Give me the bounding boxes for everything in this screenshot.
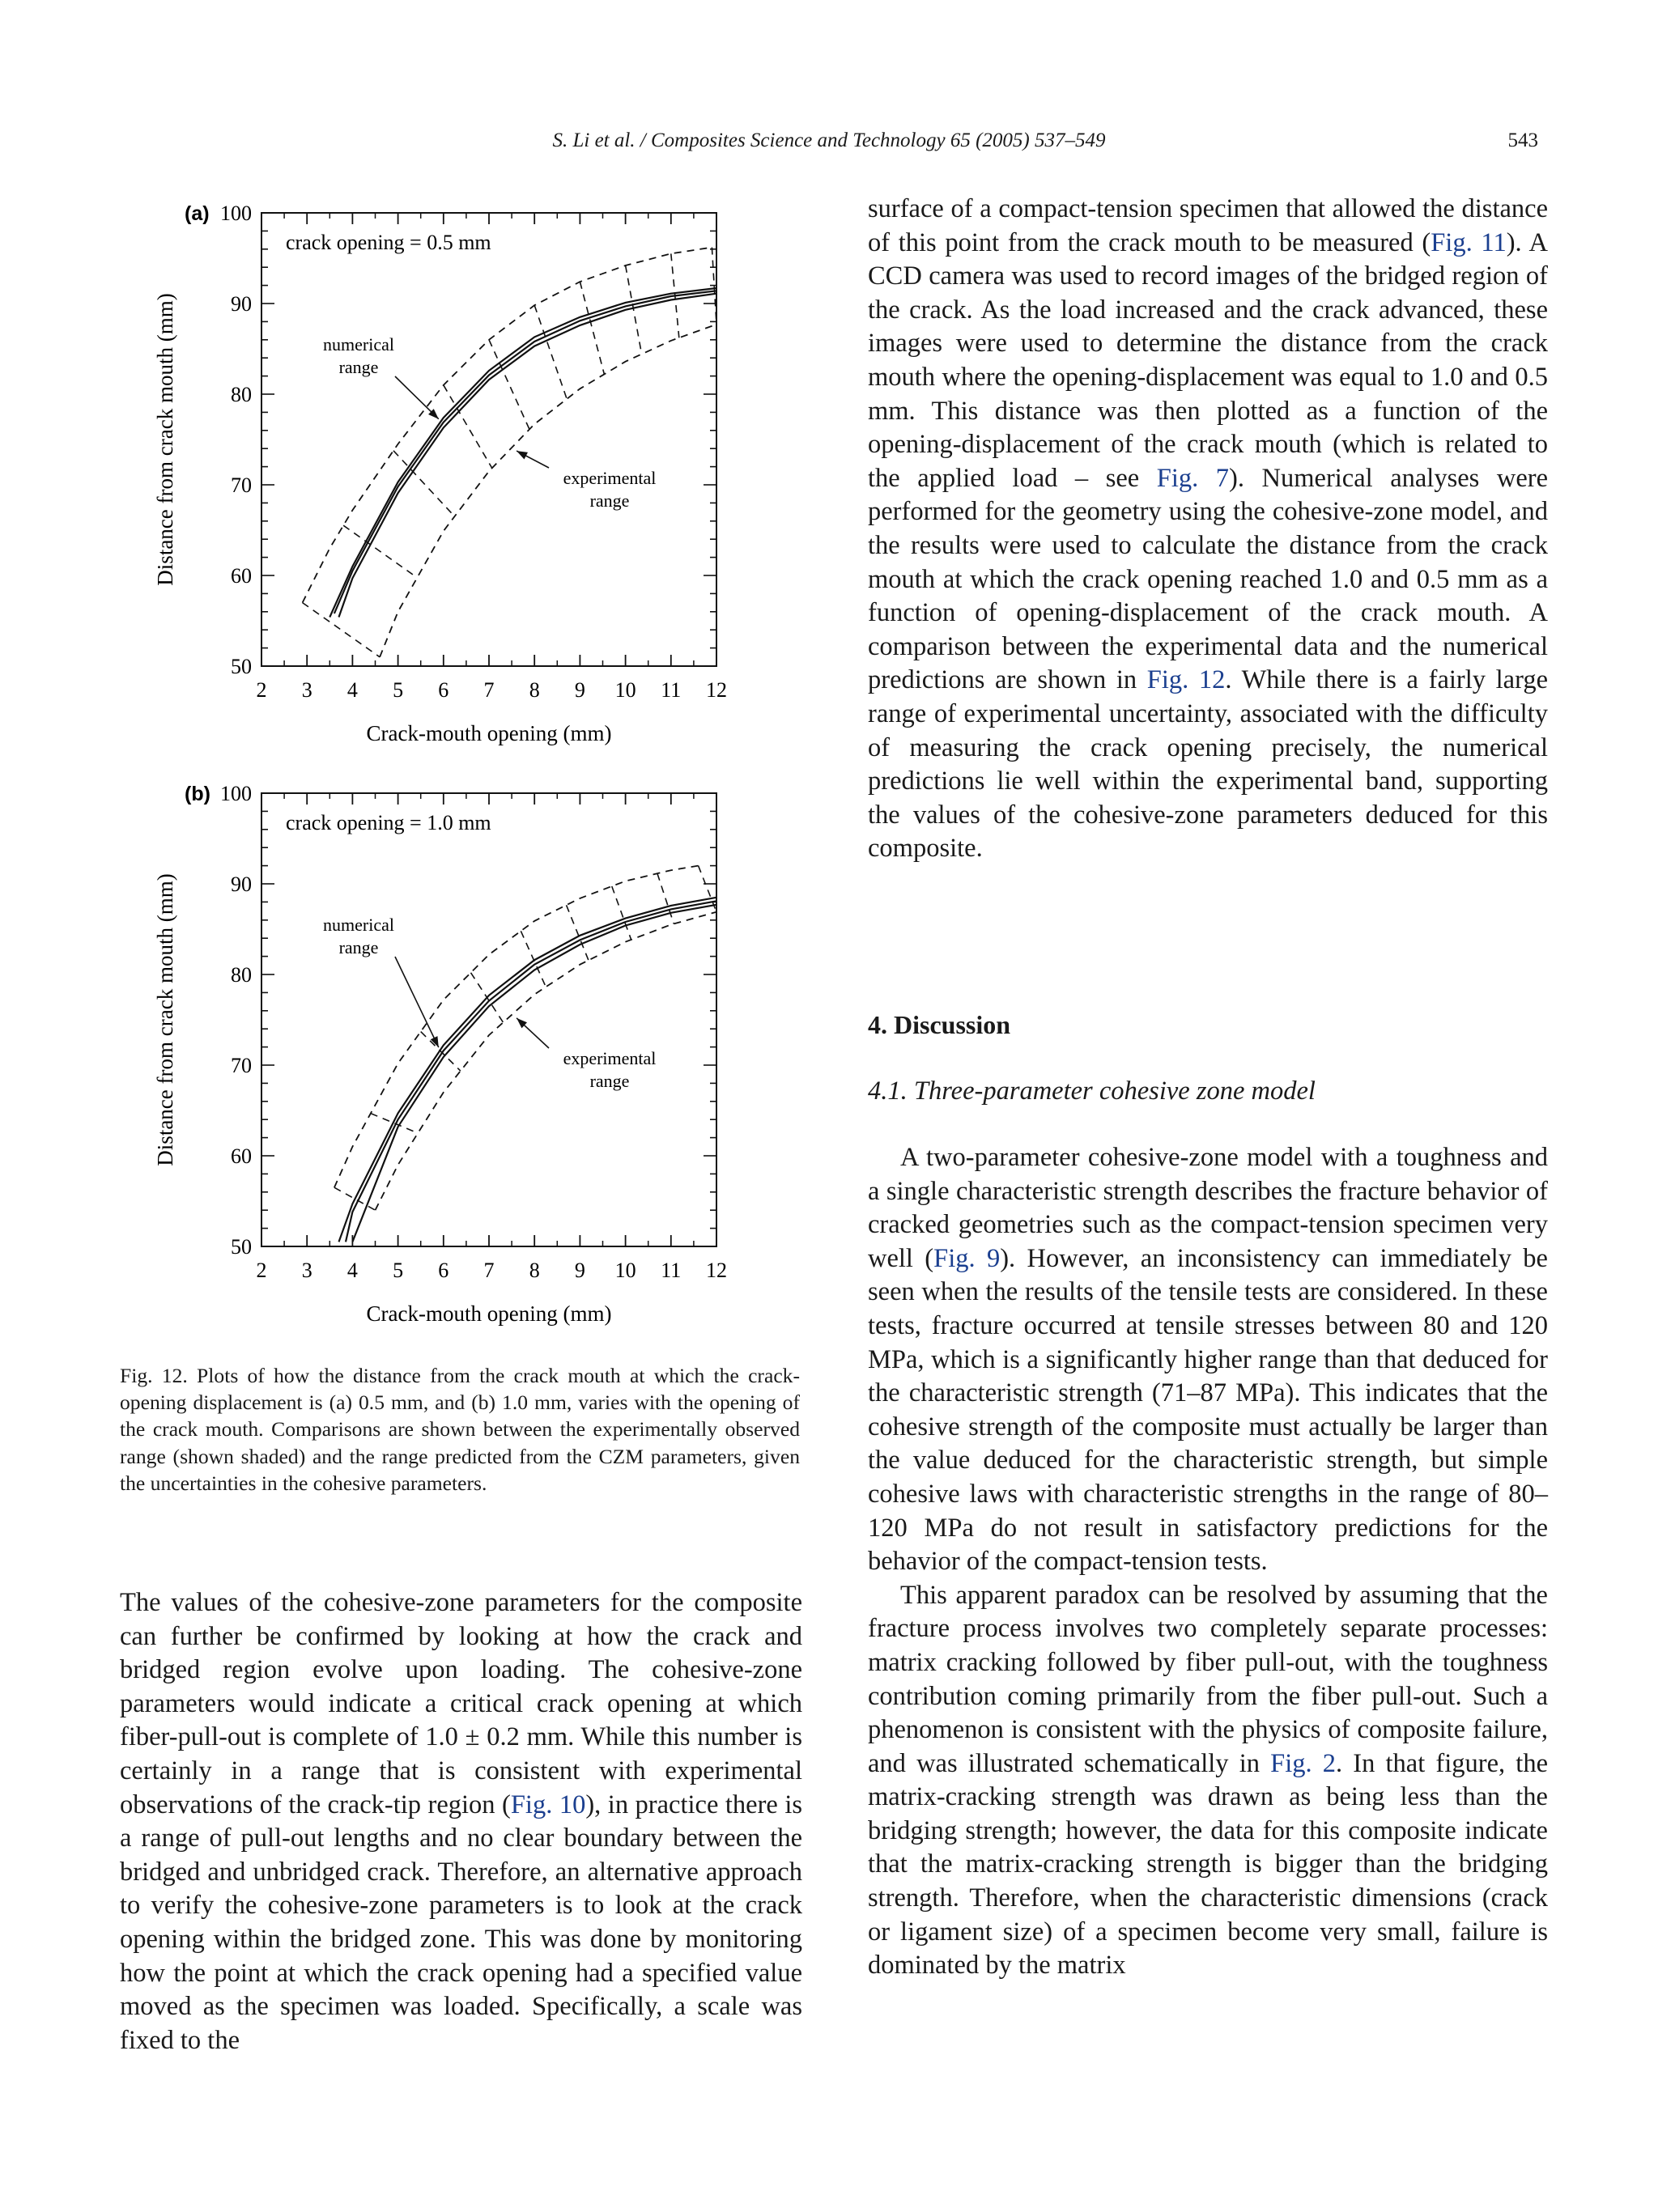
x-tick-label: 12 <box>706 1259 727 1282</box>
figure-12b-chart <box>121 773 882 1340</box>
y-tick-label: 60 <box>231 1144 252 1168</box>
y-tick-label: 70 <box>231 473 252 497</box>
right-paragraph-3: This apparent paradox can be resolved by assuming that the fracture process involves two completely separate processes: matrix cracking followed by fiber pull-out, with the toughness contribution coming primarily from the fiber pull-out. Such a phenomenon is consistent with the physics of composite failure, and was illustrated schematically in Fig. 2. In that figure, the matrix-cracking strength was drawn as being less than the bridging strength; however, the data for this composite indicate that the matrix-cracking strength is bigger than the bridging strength. Therefore, when the characteristic dimensions (crack or ligament size) of a specimen become very small, failure is dominated by the matrix <box>868 1580 1548 1981</box>
x-tick-label: 10 <box>614 1259 636 1282</box>
x-tick-label: 2 <box>256 1259 267 1282</box>
plot-frame <box>261 213 716 666</box>
experimental-hatch-line <box>580 282 604 374</box>
y-tick-label: 50 <box>231 655 252 678</box>
y-axis-label: Distance from crack mouth (mm) <box>153 873 177 1166</box>
numerical-range-label-line2: range <box>338 937 379 957</box>
numerical-range-label-line1: numerical <box>323 334 394 355</box>
y-tick-label: 80 <box>231 963 252 987</box>
x-tick-label: 4 <box>346 1259 358 1282</box>
left-column <box>120 1586 802 2057</box>
x-tick-label: 8 <box>529 678 540 702</box>
numerical-range-arrow <box>395 957 439 1047</box>
x-tick-label: 5 <box>393 1259 404 1282</box>
experimental-hatch-line <box>371 1114 418 1133</box>
x-tick-label: 8 <box>529 1259 540 1282</box>
experimental-hatch-line <box>699 866 716 912</box>
x-tick-label: 3 <box>301 1259 312 1282</box>
y-tick-label: 90 <box>231 872 252 896</box>
y-tick-label: 80 <box>231 383 252 406</box>
figure-reference-link[interactable]: Fig. 10 <box>510 1790 586 1819</box>
panel-label: (b) <box>185 783 210 805</box>
y-tick-label: 70 <box>231 1054 252 1077</box>
section-heading-block <box>868 1010 1548 1040</box>
x-tick-label: 6 <box>438 1259 449 1282</box>
right-column-bottom <box>868 1141 1548 1983</box>
figure-caption: Fig. 12. Plots of how the distance from the crack mouth at which the crack-opening displacement is (a) 0.5 mm, and (b) 1.0 mm, varies with the opening of the crack mouth. Comparisons are shown between the experimentally observed range (shown shaded) and the range predicted from the CZM parameters, given the uncertainties in the cohesive parameters. <box>120 1364 800 1495</box>
figure-reference-link[interactable]: Fig. 12 <box>1146 665 1226 695</box>
x-tick-label: 3 <box>301 678 312 702</box>
x-tick-label: 5 <box>393 678 404 702</box>
section-heading: 4. Discussion <box>868 1010 1011 1039</box>
y-tick-label: 50 <box>231 1235 252 1259</box>
x-tick-label: 9 <box>574 1259 585 1282</box>
figure-12a-chart <box>121 193 882 759</box>
crack-opening-annotation: crack opening = 1.0 mm <box>286 811 491 834</box>
figure-caption-block <box>120 1362 800 1497</box>
x-tick-label: 4 <box>346 678 358 702</box>
x-tick-label: 12 <box>706 678 727 702</box>
x-tick-label: 9 <box>574 678 585 702</box>
right-paragraph-1: surface of a compact-tension specimen that allowed the distance of this point from the crack mouth to be measured (Fig. 11). A CCD camera was used to record images of the bridged region of the crack. As the load increased and the crack advanced, these images were used to determine the distance from the crack mouth where the opening-displacement was equal to 1.0 and 0.5 mm. This distance was then plotted as a function of the opening-displacement of the crack mouth (which is related to the applied load – see Fig. 7). Numerical analyses were performed for the geometry using the cohesive-zone model, and the results were used to calculate the distance from the crack mouth at which the crack opening reached 1.0 and 0.5 mm as a function of opening-displacement of the crack mouth. A comparison between the experimental data and the numerical predictions are shown in Fig. 12. While there is a fairly large range of experimental uncertainty, associated with the difficulty of measuring the crack opening precisely, the numerical predictions lie well within the experimental band, supporting the values of the cohesive-zone parameters deduced for this composite. <box>868 194 1549 864</box>
experimental-range-label-line2: range <box>589 1071 630 1091</box>
numerical-range-curve <box>352 905 716 1242</box>
y-tick-label: 60 <box>231 564 252 588</box>
page-number: 543 <box>1507 129 1538 151</box>
x-axis-label: Crack-mouth opening (mm) <box>366 721 612 745</box>
figure-reference-link[interactable]: Fig. 11 <box>1431 227 1507 257</box>
numerical-range-curve <box>339 898 717 1242</box>
x-tick-label: 7 <box>483 1259 495 1282</box>
experimental-hatch-line <box>343 525 417 578</box>
journal-citation: S. Li et al. / Composites Science and Technology 65 (2005) 537–549 <box>552 129 1106 151</box>
experimental-hatch-line <box>534 305 567 399</box>
experimental-hatch-line <box>393 451 455 516</box>
figure-reference-link[interactable]: Fig. 7 <box>1156 463 1230 493</box>
experimental-hatch-line <box>612 886 631 940</box>
y-tick-label: 100 <box>220 782 252 805</box>
crack-opening-annotation: crack opening = 0.5 mm <box>286 231 491 254</box>
y-tick-label: 90 <box>231 292 252 316</box>
experimental-range-label-line2: range <box>589 490 630 511</box>
plot-frame <box>261 793 716 1246</box>
running-head <box>120 129 1538 162</box>
x-tick-label: 11 <box>661 678 682 702</box>
right-paragraph-2: A two-parameter cohesive-zone model with a toughness and a single characteristic strength describes the fracture behavior of cracked geometries such as the compact-tension specimen very well (Fig. 9). However, an inconsistency can immediately be seen when the results of the tensile tests are considered. In these tests, fracture occurred at tensile stresses between 80 and 120 MPa, which is a significantly higher range than that deduced for the characteristic strength (71–87 MPa). This indicates that the cohesive strength of the composite must actually be larger than the value deduced for the characteristic strength, but simple cohesive laws with characteristic strengths in the range of 80–120 MPa do not result in satisfactory predictions for the behavior of the compact-tension tests. <box>868 1143 1548 1577</box>
x-tick-label: 11 <box>661 1259 682 1282</box>
y-tick-label: 100 <box>220 202 252 225</box>
subsection-heading: 4.1. Three-parameter cohesive zone model <box>868 1076 1316 1106</box>
figure-reference-link[interactable]: Fig. 2 <box>1270 1748 1337 1778</box>
experimental-range-label-line1: experimental <box>563 1048 657 1068</box>
right-column-top <box>868 193 1548 866</box>
y-axis-label: Distance from crack mouth (mm) <box>153 293 177 586</box>
left-paragraph: The values of the cohesive-zone parameters for the composite can further be confirmed by looking at how the crack and bridged region evolve upon loading. The cohesive-zone parameters would indicate a critical crack opening at which fiber-pull-out is complete of 1.0 ± 0.2 mm. While this number is certainly in a range that is consistent with experimental observations of the crack-tip region (Fig. 10), in practice there is a range of pull-out lengths and no clear boundary between the bridged and unbridged crack. Therefore, an alternative approach to verify the cohesive-zone parameters is to look at the crack opening within the bridged zone. This was done by monitoring how the point at which the crack opening had a specified value moved as the specimen was loaded. Specifically, a scale was fixed to the <box>120 1588 803 2055</box>
numerical-range-curve <box>346 901 716 1242</box>
experimental-range-label-line1: experimental <box>563 468 657 488</box>
x-tick-label: 6 <box>438 678 449 702</box>
x-tick-label: 7 <box>483 678 495 702</box>
panel-label: (a) <box>185 202 210 225</box>
x-tick-label: 2 <box>256 678 267 702</box>
experimental-lower-bound <box>376 912 717 1211</box>
x-axis-label: Crack-mouth opening (mm) <box>366 1301 612 1326</box>
numerical-range-label-line2: range <box>338 357 379 377</box>
subsection-heading-block <box>868 1076 1548 1106</box>
numerical-range-label-line1: numerical <box>323 915 394 935</box>
experimental-range-arrow-head <box>517 451 528 459</box>
figure-reference-link[interactable]: Fig. 9 <box>933 1243 1001 1273</box>
x-tick-label: 10 <box>614 678 636 702</box>
